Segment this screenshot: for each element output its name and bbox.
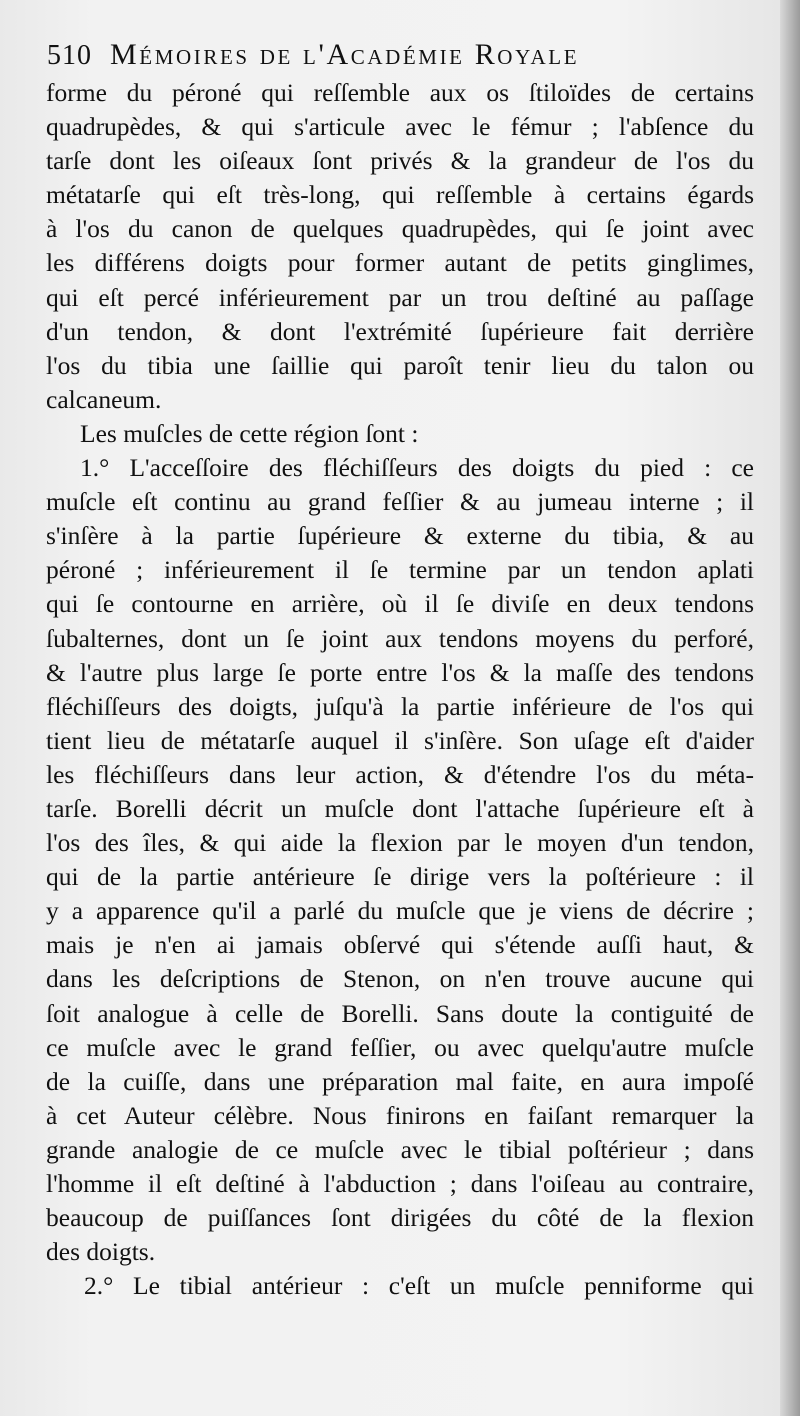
text-line: 2.° Le tibial antérieur : c'eſt un muſcle penniforme qui: [84, 1271, 754, 1301]
text-line: les fléchiſſeurs dans leur action, & d'étendre l'os du méta-: [46, 759, 754, 789]
text-line: à cet Auteur célèbre. Nous finirons en faiſant remarquer la: [46, 1100, 754, 1130]
text-line: l'homme il eſt deſtiné à l'abduction ; dans l'oiſeau au contraire,: [46, 1169, 754, 1198]
text-line: tient lieu de métatarſe auquel il s'inſère. Son uſage eſt d'aider: [46, 725, 754, 755]
text-line: quadrupèdes, & qui s'articule avec le fémur ; l'abſence du: [46, 112, 754, 142]
text-line: l'os des îles, & qui aide la flexion par le moyen d'un tendon,: [46, 828, 754, 858]
page-number: 510: [47, 40, 92, 71]
text-line: y a apparence qu'il a parlé du muſcle que je viens de décrire ;: [46, 896, 754, 926]
text-line: beaucoup de puiſſances ſont dirigées du côté de la flexion: [46, 1203, 754, 1233]
text-line: à l'os du canon de quelques quadrupèdes, qui ſe joint avec: [46, 214, 754, 244]
text-line: les différens doigts pour former autant de petits ginglimes,: [46, 248, 754, 278]
page-header: [47, 38, 747, 78]
text-line: l'os du tibia une ſaillie qui paroît tenir lieu du talon ou: [46, 350, 754, 380]
text-line: qui eſt percé inférieurement par un trou deſtiné au paſſage: [46, 282, 754, 312]
text-line: muſcle eſt continu au grand feſſier & au jumeau interne ; il: [46, 487, 754, 517]
text-line: d'un tendon, & dont l'extrémité ſupérieure fait derrière: [46, 316, 754, 346]
text-line: dans les deſcriptions de Stenon, on n'en trouve aucune qui: [46, 964, 754, 994]
text-line: métatarſe qui eſt très-long, qui reſſemble à certains égards: [46, 180, 754, 210]
text-line: de la cuiſſe, dans une préparation mal faite, en aura impoſé: [46, 1066, 754, 1096]
text-line: s'inſère à la partie ſupérieure & externe du tibia, & au: [46, 521, 754, 551]
text-line: calcaneum.: [46, 384, 162, 414]
text-line: qui ſe contourne en arrière, où il ſe diviſe en deux tendons: [46, 589, 754, 619]
page-edge: [780, 0, 800, 1416]
text-line: & l'autre plus large ſe porte entre l'os & la maſſe des tendons: [46, 657, 754, 687]
text-line: tarſe dont les oiſeaux ſont privés & la grandeur de l'os du: [46, 146, 754, 176]
text-line: forme du péroné qui reſſemble aux os ſtiloïdes de certains: [46, 78, 754, 107]
text-line: ſubalternes, dont un ſe joint aux tendons moyens du perforé,: [46, 623, 754, 653]
text-line: qui de la partie antérieure ſe dirige vers la poſtérieure : il: [46, 862, 754, 892]
text-line: péroné ; inférieurement il ſe termine par un tendon aplati: [46, 555, 754, 585]
text-line: Les muſcles de cette région ſont :: [80, 418, 419, 448]
text-line: 1.° L'acceſſoire des fléchiſſeurs des doigts du pied : ce: [80, 453, 754, 483]
text-line: des doigts.: [46, 1237, 156, 1267]
text-line: ſoit analogue à celle de Borelli. Sans doute la contiguité de: [46, 998, 754, 1028]
text-line: ce muſcle avec le grand feſſier, ou avec quelqu'autre muſcle: [46, 1032, 754, 1062]
running-head: Mémoires de l'Académie Royale: [110, 38, 580, 71]
text-line: fléchiſſeurs des doigts, juſqu'à la partie inférieure de l'os qui: [46, 691, 754, 721]
body-text: [46, 76, 754, 1303]
text-line: tarſe. Borelli décrit un muſcle dont l'attache ſupérieure eſt à: [46, 793, 754, 823]
text-line: mais je n'en ai jamais obſervé qui s'étende auſſi haut, &: [46, 930, 754, 960]
text-line: grande analogie de ce muſcle avec le tibial poſtérieur ; dans: [46, 1134, 754, 1164]
